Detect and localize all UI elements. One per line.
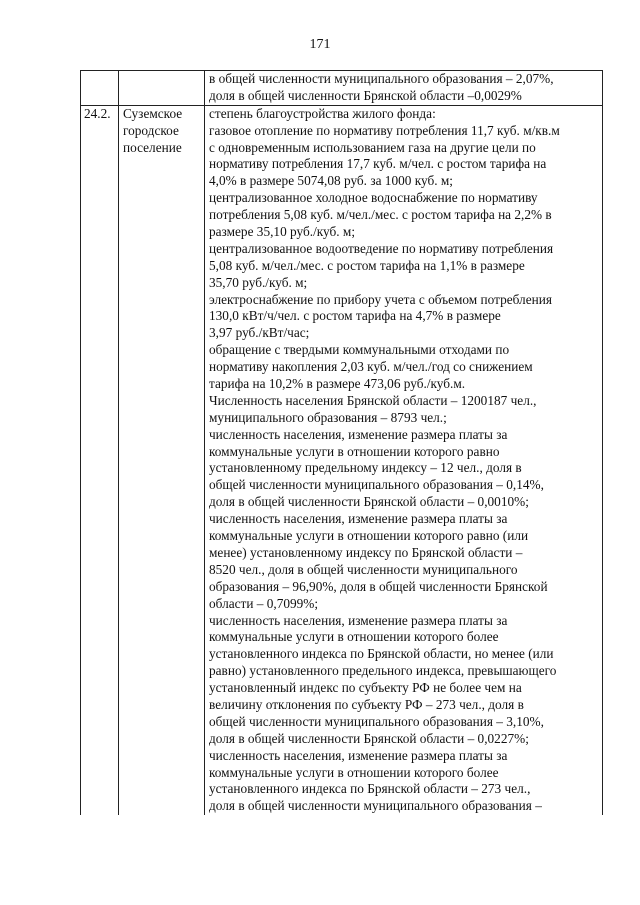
entry-text-line: электроснабжение по прибору учета с объемом потребления bbox=[209, 291, 552, 307]
entry-text-line: менее) установленному индексу по Брянской области – bbox=[209, 544, 523, 560]
entry-text-line: тарифа на 10,2% в размере 473,06 руб./куб.м. bbox=[209, 376, 466, 392]
entry-text-line: установленный индекс по субъекту РФ не более чем на bbox=[209, 680, 522, 696]
entry-text-line: централизованное водоотведение по нормативу потребления bbox=[209, 240, 554, 256]
entry-text-line: установленного индекса по Брянской области, но менее (или bbox=[209, 646, 554, 662]
entry-row bbox=[81, 105, 603, 815]
entry-name-line: Суземское bbox=[123, 105, 183, 121]
entry-text-line: доля в общей численности муниципального образования – bbox=[209, 798, 542, 814]
entry-text-line: численность населения, изменение размера платы за bbox=[209, 426, 508, 442]
entry-text-cell bbox=[205, 105, 603, 815]
entry-text-line: потребления 5,08 куб. м/чел./мес. с ростом тарифа на 2,2% в bbox=[209, 207, 552, 223]
entry-text-line: доля в общей численности Брянской области – 0,0010%; bbox=[209, 494, 529, 510]
entry-text-line: с одновременным использованием газа на другие цели по bbox=[209, 139, 536, 155]
entry-text-line: 130,0 кВт/ч/чел. с ростом тарифа на 4,7% в размере bbox=[209, 308, 501, 324]
entry-text-line: численность населения, изменение размера платы за bbox=[209, 511, 508, 527]
entry-text-line: 8520 чел., доля в общей численности муниципального bbox=[209, 561, 518, 577]
entry-name-line: поселение bbox=[123, 139, 182, 155]
entry-text-line: обращение с твердыми коммунальными отходами по bbox=[209, 342, 510, 358]
entry-text-line: 4,0% в размере 5074,08 руб. за 1000 куб. м; bbox=[209, 173, 453, 189]
entry-number-cell bbox=[81, 105, 119, 815]
continuation-name-cell bbox=[119, 71, 205, 106]
continuation-line: доля в общей численности Брянской области –0,0029% bbox=[209, 87, 522, 103]
continuation-row bbox=[81, 71, 603, 106]
entry-text-line: численность населения, изменение размера платы за bbox=[209, 612, 508, 628]
entry-text-line: Численность населения Брянской области – 1200187 чел., bbox=[209, 392, 537, 408]
entry-text-line: доля в общей численности Брянской области – 0,0227%; bbox=[209, 730, 529, 746]
entry-number: 24.2. bbox=[84, 105, 111, 121]
entry-text-line: коммунальные услуги в отношении которого более bbox=[209, 629, 499, 645]
entry-text-line: коммунальные услуги в отношении которого равно bbox=[209, 443, 500, 459]
entry-text-line: 5,08 куб. м/чел./мес. с ростом тарифа на 1,1% в размере bbox=[209, 257, 525, 273]
tariff-table bbox=[80, 70, 603, 815]
entry-name-line: городское bbox=[123, 122, 179, 138]
continuation-line: в общей численности муниципального образования – 2,07%, bbox=[209, 71, 554, 86]
entry-text-line: 35,70 руб./куб. м; bbox=[209, 274, 308, 290]
entry-text-line: газовое отопление по нормативу потребления 11,7 куб. м/кв.м bbox=[209, 122, 560, 138]
entry-text-line: установленного индекса по Брянской области – 273 чел., bbox=[209, 781, 531, 797]
entry-text-line: нормативу потребления 17,7 куб. м/чел. с ростом тарифа на bbox=[209, 156, 547, 172]
entry-text-line: установленному предельному индексу – 12 чел., доля в bbox=[209, 460, 522, 476]
entry-text-line: общей численности муниципального образования – 0,14%, bbox=[209, 477, 544, 493]
entry-text-line: централизованное холодное водоснабжение по нормативу bbox=[209, 190, 538, 206]
entry-text-line: коммунальные услуги в отношении которого более bbox=[209, 764, 499, 780]
entry-text-line: области – 0,7099%; bbox=[209, 595, 319, 611]
entry-text-line: величину отклонения по субъекту РФ – 273 чел., доля в bbox=[209, 696, 524, 712]
entry-text-line: общей численности муниципального образования – 3,10%, bbox=[209, 713, 544, 729]
entry-text-line: коммунальные услуги в отношении которого равно (или bbox=[209, 528, 529, 544]
page-number: 171 bbox=[309, 37, 331, 52]
entry-text-line: равно) установленного предельного индекса, превышающего bbox=[209, 663, 557, 679]
entry-text-line: образования – 96,90%, доля в общей численности Брянской bbox=[209, 578, 548, 594]
entry-text-line: нормативу накопления 2,03 куб. м/чел./год со снижением bbox=[209, 359, 533, 375]
continuation-number-cell bbox=[81, 71, 119, 106]
entry-text-line: муниципального образования – 8793 чел.; bbox=[209, 409, 447, 425]
entry-text-line: 3,97 руб./кВт/час; bbox=[209, 325, 310, 341]
entry-name-cell bbox=[119, 105, 205, 815]
continuation-text-cell bbox=[205, 71, 603, 106]
entry-text-line: размере 35,10 руб./куб. м; bbox=[209, 224, 356, 240]
entry-text-line: степень благоустройства жилого фонда: bbox=[209, 105, 436, 121]
entry-text-line: численность населения, изменение размера платы за bbox=[209, 747, 508, 763]
